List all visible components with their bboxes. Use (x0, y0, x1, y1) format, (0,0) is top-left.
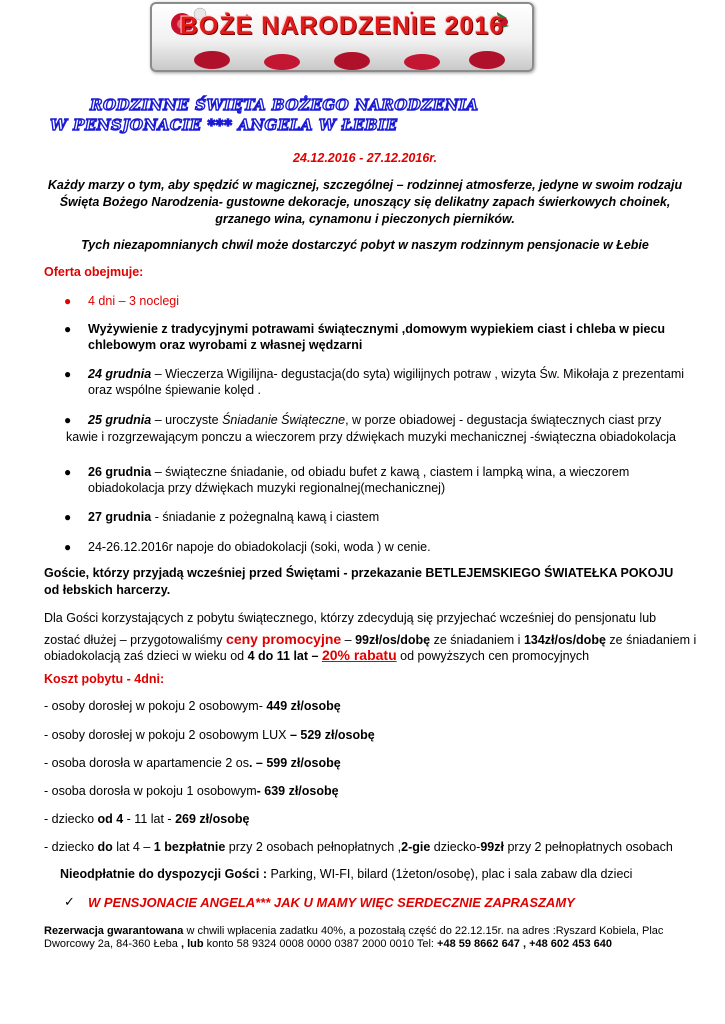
cost-second-child: 2-gie (401, 840, 431, 854)
day-27: 27 grudnia (88, 510, 152, 524)
intro-line-2: Święta Bożego Narodzenia- gustowne dekoracje, unoszący się delikatny zapach świerkowych choinek, (59, 195, 671, 209)
slogan: W PENSJONACIE ANGELA*** JAK U MAMY WIĘC SERDECZNIE ZAPRASZAMY (88, 895, 575, 910)
reservation-address: Dworcowy 2a, 84-360 Łeba (44, 938, 181, 950)
day-24-text: – Wieczerza Wigilijna- degustacja(do syta) wigilijnych potraw , wizyta Św. Mikołaja z prezentami (151, 367, 685, 381)
day-25: 25 grudnia (88, 413, 152, 427)
bullet-icon: ● (64, 510, 72, 524)
day-25-post: , w porze obiadowej - degustacja świątecznych ciast przy (345, 413, 662, 427)
cost-price: – 529 zł/osobę (289, 728, 375, 742)
offer-item-27 (88, 510, 379, 525)
day-26: 26 grudnia (88, 465, 152, 479)
costs-header: Koszt pobytu - 4dni: (44, 672, 165, 686)
cost-price: 449 zł/osobę (266, 699, 341, 713)
bullet-icon: ● (64, 367, 72, 381)
cost-row (44, 812, 249, 827)
cost-row (44, 840, 673, 855)
cost-label: przy 2 pełnopłatnych osobach (504, 840, 673, 854)
free-label: Nieodpłatnie do dyspozycji Gości : (60, 867, 267, 881)
cost-label: - osoby dorosłej w pokoju 2 osobowym- (44, 699, 267, 713)
cost-age: od 4 (97, 812, 124, 826)
reservation-or: , lub (180, 938, 204, 950)
day-26-text: – świąteczne śniadanie, od obiadu bufet z kawą , ciastem i lampką wina, a wieczorem (151, 465, 630, 479)
bullet-icon: ● (64, 294, 72, 308)
banner-title: BOŻE NARODZENIE 2016 (179, 12, 505, 40)
cost-free: 1 bezpłatnie (153, 840, 226, 854)
offer-item-25-line-1 (88, 413, 661, 428)
heading-line-1: RODZINNE ŚWIĘTA BOŻEGO NARODZENIA (90, 96, 479, 114)
offer-item-drinks: 24-26.12.2016r napoje do obiadokolacji (soki, woda ) w cenie. (88, 540, 431, 554)
reservation-line-1 (44, 925, 663, 938)
cost-age: do (97, 840, 113, 854)
reservation-phone: +48 59 8662 647 , +48 602 453 640 (437, 938, 612, 950)
promo-age: 4 do 11 lat – (247, 649, 322, 663)
promo-line-1: Dla Gości korzystających z pobytu świątecznego, którzy zdecydują się przyjechać wcześniej do pensjonatu lub (44, 611, 657, 625)
intro-line-1: Każdy marzy o tym, aby spędzić w magicznej, szczególnej – rodzinnej atmosferze, jedyne w swoim rodzaju (47, 178, 683, 192)
bullet-icon: ● (64, 413, 72, 427)
cost-row (44, 728, 375, 743)
event-dates: 24.12.2016 - 27.12.2016r. (293, 151, 437, 165)
promo-l2e: ze śniadaniem i (430, 633, 524, 647)
promo-line-3 (44, 648, 589, 664)
promo-discount: 20% rabatu (321, 647, 397, 663)
cost-price: . – 599 zł/osobę (248, 756, 341, 770)
intro-line-3: grzanego wina, cynamonu i pieczonych pierników. (215, 212, 515, 226)
offer-item-24-line-1 (88, 367, 684, 382)
promo-l2g: ze śniadaniem i (605, 633, 697, 647)
cost-label: przy 2 osobach pełnopłatnych , (225, 840, 402, 854)
promo-l2c: – (341, 633, 356, 647)
cost-label: - dziecko (44, 840, 98, 854)
free-text: Parking, WI-FI, bilard (1żeton/osobę), plac i sala zabaw dla dzieci (266, 867, 633, 881)
bullet-icon: ● (64, 465, 72, 479)
reservation-line-2 (44, 938, 612, 951)
bullet-icon: ● (64, 322, 72, 336)
offer-item-nights: 4 dni – 3 noclegi (88, 294, 180, 308)
cost-label: - dziecko (44, 812, 98, 826)
cost-row (44, 699, 341, 714)
cost-label: - osoba dorosła w pokoju 1 osobowym (44, 784, 257, 798)
cost-row (44, 756, 341, 771)
cost-price: 99zł (480, 840, 504, 854)
promo-l2a: zostać dłużej – przygotowaliśmy (44, 633, 227, 647)
guests-line-2: od łebskich harcerzy. (44, 583, 171, 597)
cost-row (44, 784, 339, 799)
cost-price: - 639 zł/osobę (256, 784, 339, 798)
offer-item-food-line-1: Wyżywienie z tradycyjnymi potrawami świątecznymi ,domowym wypiekiem ciast i chleba w piecu (88, 322, 666, 336)
day-27-text: - śniadanie z pożegnalną kawą i ciastem (151, 510, 380, 524)
offer-item-24-line-2: oraz wspólne śpiewanie kolęd . (88, 383, 262, 397)
guests-line-1: Goście, którzy przyjadą wcześniej przed Świętami - przekazanie BETLEJEMSKIEGO ŚWIATEŁKA POKOJU (44, 566, 674, 580)
cost-label: lat 4 – (112, 840, 154, 854)
promo-l3a: obiadokolacją zaś dzieci w wieku od (44, 649, 248, 663)
checkmark-icon: ✓ (64, 894, 75, 909)
promo-price-dinner: 134zł/os/dobę (523, 633, 606, 647)
cost-price: 269 zł/osobę (175, 812, 250, 826)
promo-price-breakfast: 99zł/os/dobę (355, 633, 431, 647)
reservation-text: w chwili wpłacenia zadatku 40%, a pozostałą część do 22.12.15r. na adres :Ryszard Kobiela, Plac (183, 925, 664, 937)
offer-header: Oferta obejmuje: (44, 265, 144, 279)
day-24: 24 grudnia (88, 367, 152, 381)
reservation-account: konto 58 9324 0008 0000 0387 2000 0010 Tel: (203, 938, 438, 950)
header-banner (150, 2, 534, 72)
cost-label: - 11 lat - (123, 812, 176, 826)
heading-line-2: W PENSJONACIE *** ANGELA W ŁEBIE (50, 116, 398, 134)
cost-label: - osoba dorosła w apartamencie 2 os (44, 756, 249, 770)
promo-l3d: od powyższych cen promocyjnych (396, 649, 590, 663)
offer-item-25-line-2: kawie i rozgrzewającym ponczu a wieczorem przy dźwiękach muzyki mechanicznej -świąteczna obiadokolacja (66, 430, 676, 444)
free-amenities (60, 867, 632, 882)
cost-label: dziecko- (430, 840, 481, 854)
day-25-pre: – uroczyste (151, 413, 223, 427)
tagline: Tych niezapomnianych chwil może dostarczyć pobyt w naszym rodzinnym pensjonacie w Łebie (81, 238, 649, 252)
day-25-highlight: Śniadanie Świąteczne (222, 413, 346, 427)
reservation-label: Rezerwacja gwarantowana (44, 925, 184, 937)
promo-label: ceny promocyjne (226, 631, 342, 647)
cost-label: - osoby dorosłej w pokoju 2 osobowym LUX (44, 728, 290, 742)
offer-item-26-line-1 (88, 465, 629, 480)
bullet-icon: ● (64, 540, 72, 554)
offer-item-food-line-2: chlebowym oraz wyrobami z własnej wędzarni (88, 338, 363, 352)
offer-item-26-line-2: obiadokolacja przy dźwiękach muzyki regionalnej(mechanicznej) (88, 481, 446, 495)
promo-line-2 (44, 632, 696, 648)
